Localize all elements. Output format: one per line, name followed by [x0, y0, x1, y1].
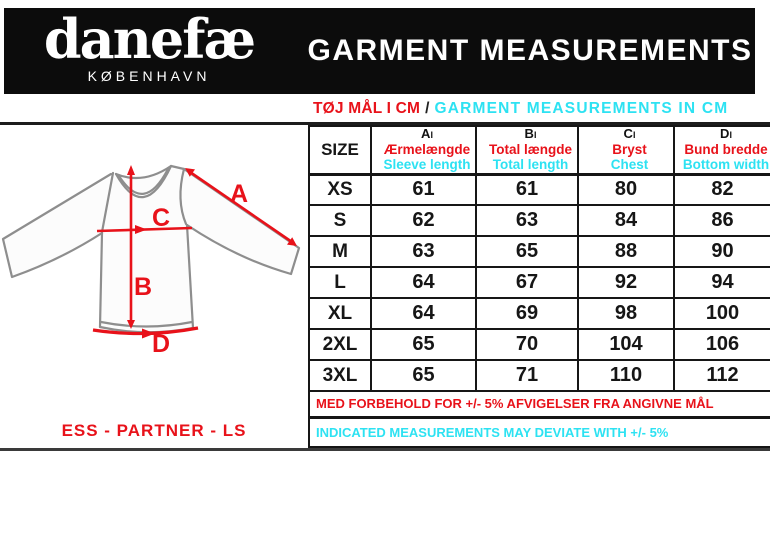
- value-cell: 63: [476, 205, 578, 236]
- value-cell: 104: [578, 329, 674, 360]
- value-cell: 112: [674, 360, 770, 391]
- table-row: [309, 236, 770, 267]
- column-header-a: [371, 126, 476, 174]
- value-cell: 70: [476, 329, 578, 360]
- column-label-en: Bottom width: [682, 157, 770, 173]
- size-cell: XS: [309, 174, 371, 205]
- value-cell: 92: [578, 267, 674, 298]
- column-code-sub: I: [632, 130, 636, 141]
- page-title: GARMENT MEASUREMENTS: [307, 34, 753, 67]
- brand-banner: [4, 8, 755, 94]
- table-row: [309, 267, 770, 298]
- value-cell: 65: [371, 360, 476, 391]
- size-cell: 3XL: [309, 360, 371, 391]
- size-table: [308, 125, 770, 448]
- value-cell: 71: [476, 360, 578, 391]
- brand-wordmark: danefæ: [43, 7, 255, 71]
- value-cell: 67: [476, 267, 578, 298]
- note-en: INDICATED MEASUREMENTS MAY DEVIATE WITH +/- 5%: [309, 417, 770, 447]
- value-cell: 63: [371, 236, 476, 267]
- diagram-label-b: B: [134, 273, 153, 301]
- column-code: D: [720, 126, 730, 142]
- column-code: C: [623, 126, 633, 142]
- value-cell: 64: [371, 267, 476, 298]
- size-cell: L: [309, 267, 371, 298]
- diagram-label-d: D: [152, 330, 171, 358]
- table-row: [309, 329, 770, 360]
- value-cell: 106: [674, 329, 770, 360]
- subtitle-danish: TØJ MÅL I CM: [313, 100, 421, 117]
- column-code: B: [524, 126, 534, 142]
- style-code-caption: ESS - PARTNER - LS: [61, 421, 247, 440]
- table-row: [309, 174, 770, 205]
- column-header-c: [578, 126, 674, 174]
- value-cell: 84: [578, 205, 674, 236]
- subtitle: [313, 96, 770, 122]
- column-label-da: Bryst: [612, 142, 647, 158]
- value-cell: 62: [371, 205, 476, 236]
- size-cell: XL: [309, 298, 371, 329]
- value-cell: 82: [674, 174, 770, 205]
- size-cell: 2XL: [309, 329, 371, 360]
- note-row-danish: [309, 391, 770, 417]
- value-cell: 88: [578, 236, 674, 267]
- size-cell: M: [309, 236, 371, 267]
- measurement-diagram: [0, 125, 308, 448]
- value-cell: 65: [371, 329, 476, 360]
- value-cell: 61: [371, 174, 476, 205]
- value-cell: 65: [476, 236, 578, 267]
- table-row: [309, 360, 770, 391]
- table-row: [309, 298, 770, 329]
- brand-logo: [6, 7, 292, 84]
- table-row: [309, 205, 770, 236]
- subtitle-separator: /: [425, 100, 430, 117]
- brand-city: KØBENHAVN: [87, 68, 211, 84]
- column-code-sub: I: [430, 130, 433, 141]
- column-header-d: [674, 126, 770, 174]
- column-label-da: Bund bredde: [684, 142, 768, 158]
- content-box: [0, 122, 770, 451]
- column-label-da: Ærmelængde: [383, 142, 471, 158]
- size-column-header: SIZE: [309, 126, 371, 174]
- size-cell: S: [309, 205, 371, 236]
- value-cell: 64: [371, 298, 476, 329]
- column-label-en: Sleeve length: [383, 157, 471, 173]
- note-row-english: [309, 417, 770, 447]
- column-label-da: Total længde: [489, 142, 572, 158]
- column-label-en: Total length: [492, 157, 569, 173]
- table-header-row: [309, 126, 770, 174]
- value-cell: 94: [674, 267, 770, 298]
- note-da: MED FORBEHOLD FOR +/- 5% AFVIGELSER FRA ANGIVNE MÅL: [309, 391, 770, 417]
- column-header-b: [476, 126, 578, 174]
- column-code: A: [421, 126, 431, 142]
- subtitle-english: GARMENT MEASUREMENTS IN CM: [434, 100, 729, 117]
- diagram-label-a: A: [229, 180, 249, 208]
- value-cell: 100: [674, 298, 770, 329]
- value-cell: 110: [578, 360, 674, 391]
- column-label-en: Chest: [610, 157, 649, 173]
- value-cell: 69: [476, 298, 578, 329]
- value-cell: 86: [674, 205, 770, 236]
- diagram-label-c: C: [152, 204, 171, 232]
- value-cell: 61: [476, 174, 578, 205]
- value-cell: 80: [578, 174, 674, 205]
- column-code-sub: I: [729, 130, 732, 141]
- column-code-sub: I: [533, 130, 537, 141]
- value-cell: 90: [674, 236, 770, 267]
- value-cell: 98: [578, 298, 674, 329]
- shirt-diagram-svg: [0, 125, 308, 448]
